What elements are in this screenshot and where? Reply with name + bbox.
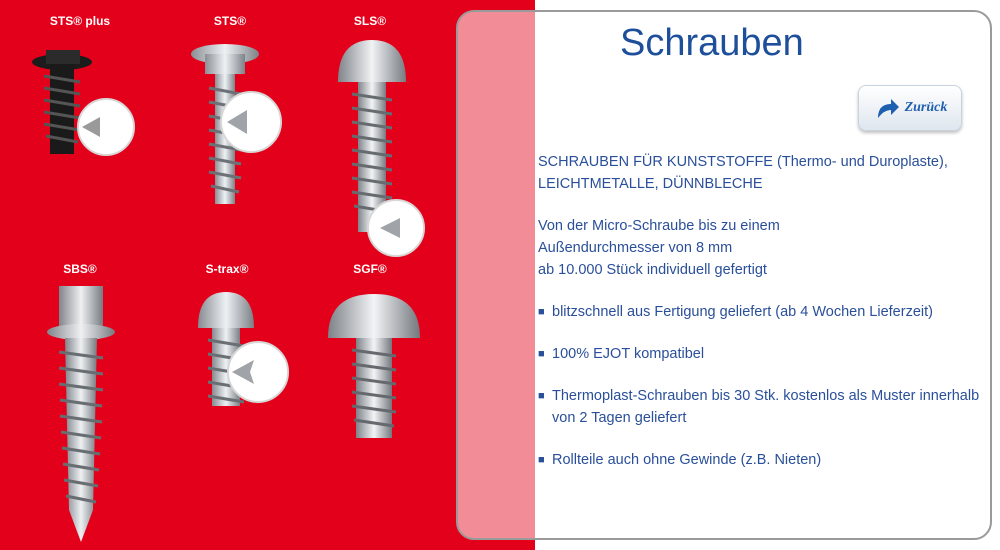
square-bullet-icon: ■ bbox=[538, 306, 545, 318]
micro-line: Außendurchmesser von 8 mm bbox=[538, 240, 733, 256]
product-s-trax[interactable] bbox=[152, 262, 302, 420]
micro-line: ab 10.000 Stück individuell gefertigt bbox=[538, 262, 767, 278]
square-bullet-icon: ■ bbox=[538, 348, 545, 360]
content-text bbox=[538, 151, 993, 471]
product-label: STS® bbox=[213, 14, 247, 28]
bullet-text: 100% EJOT kompatibel bbox=[552, 346, 705, 362]
micro-line: Von der Micro-Schraube bis zu einem bbox=[538, 218, 780, 234]
pan-head-machine-screw-icon bbox=[300, 280, 440, 450]
curved-arrow-icon bbox=[873, 94, 901, 122]
short-pan-head-screw-icon bbox=[162, 280, 292, 420]
hex-head-screw-icon bbox=[15, 280, 145, 550]
intro-line: LEICHTMETALLE, DÜNNBLECHE bbox=[538, 176, 763, 192]
bullet-item bbox=[538, 343, 993, 365]
bullet-item bbox=[538, 385, 993, 429]
product-sbs[interactable] bbox=[5, 262, 155, 550]
product-label: SBS® bbox=[63, 262, 97, 276]
silver-pan-head-screw-icon bbox=[300, 32, 440, 262]
back-label: Zurück bbox=[904, 100, 948, 115]
page-title: Schrauben bbox=[620, 22, 804, 64]
product-label: STS® plus bbox=[49, 14, 111, 28]
product-label: S-trax® bbox=[205, 262, 249, 276]
square-bullet-icon: ■ bbox=[538, 454, 545, 466]
silver-flange-screw-icon bbox=[165, 32, 295, 222]
bullet-item bbox=[538, 301, 993, 323]
product-label: SLS® bbox=[353, 14, 387, 28]
square-bullet-icon: ■ bbox=[538, 390, 545, 402]
bullet-text: blitzschnell aus Fertigung geliefert (ab 4 Wochen Lieferzeit) bbox=[552, 304, 933, 320]
black-flange-screw-icon bbox=[20, 32, 140, 182]
product-sts[interactable] bbox=[155, 14, 305, 222]
bullet-text: Rollteile auch ohne Gewinde (z.B. Nieten) bbox=[552, 452, 822, 468]
intro-line: SCHRAUBEN FÜR KUNSTSTOFFE (Thermo- und Duroplaste), bbox=[538, 154, 948, 170]
back-button[interactable] bbox=[858, 85, 962, 131]
product-sls[interactable] bbox=[295, 14, 445, 262]
product-label: SGF® bbox=[353, 262, 387, 276]
product-sgf[interactable] bbox=[295, 262, 445, 450]
bullet-item bbox=[538, 449, 993, 471]
bullet-text: Thermoplast-Schrauben bis 30 Stk. kostenlos als Muster innerhalb von 2 Tagen geliefert bbox=[552, 388, 980, 426]
product-sts-plus[interactable] bbox=[5, 14, 155, 182]
